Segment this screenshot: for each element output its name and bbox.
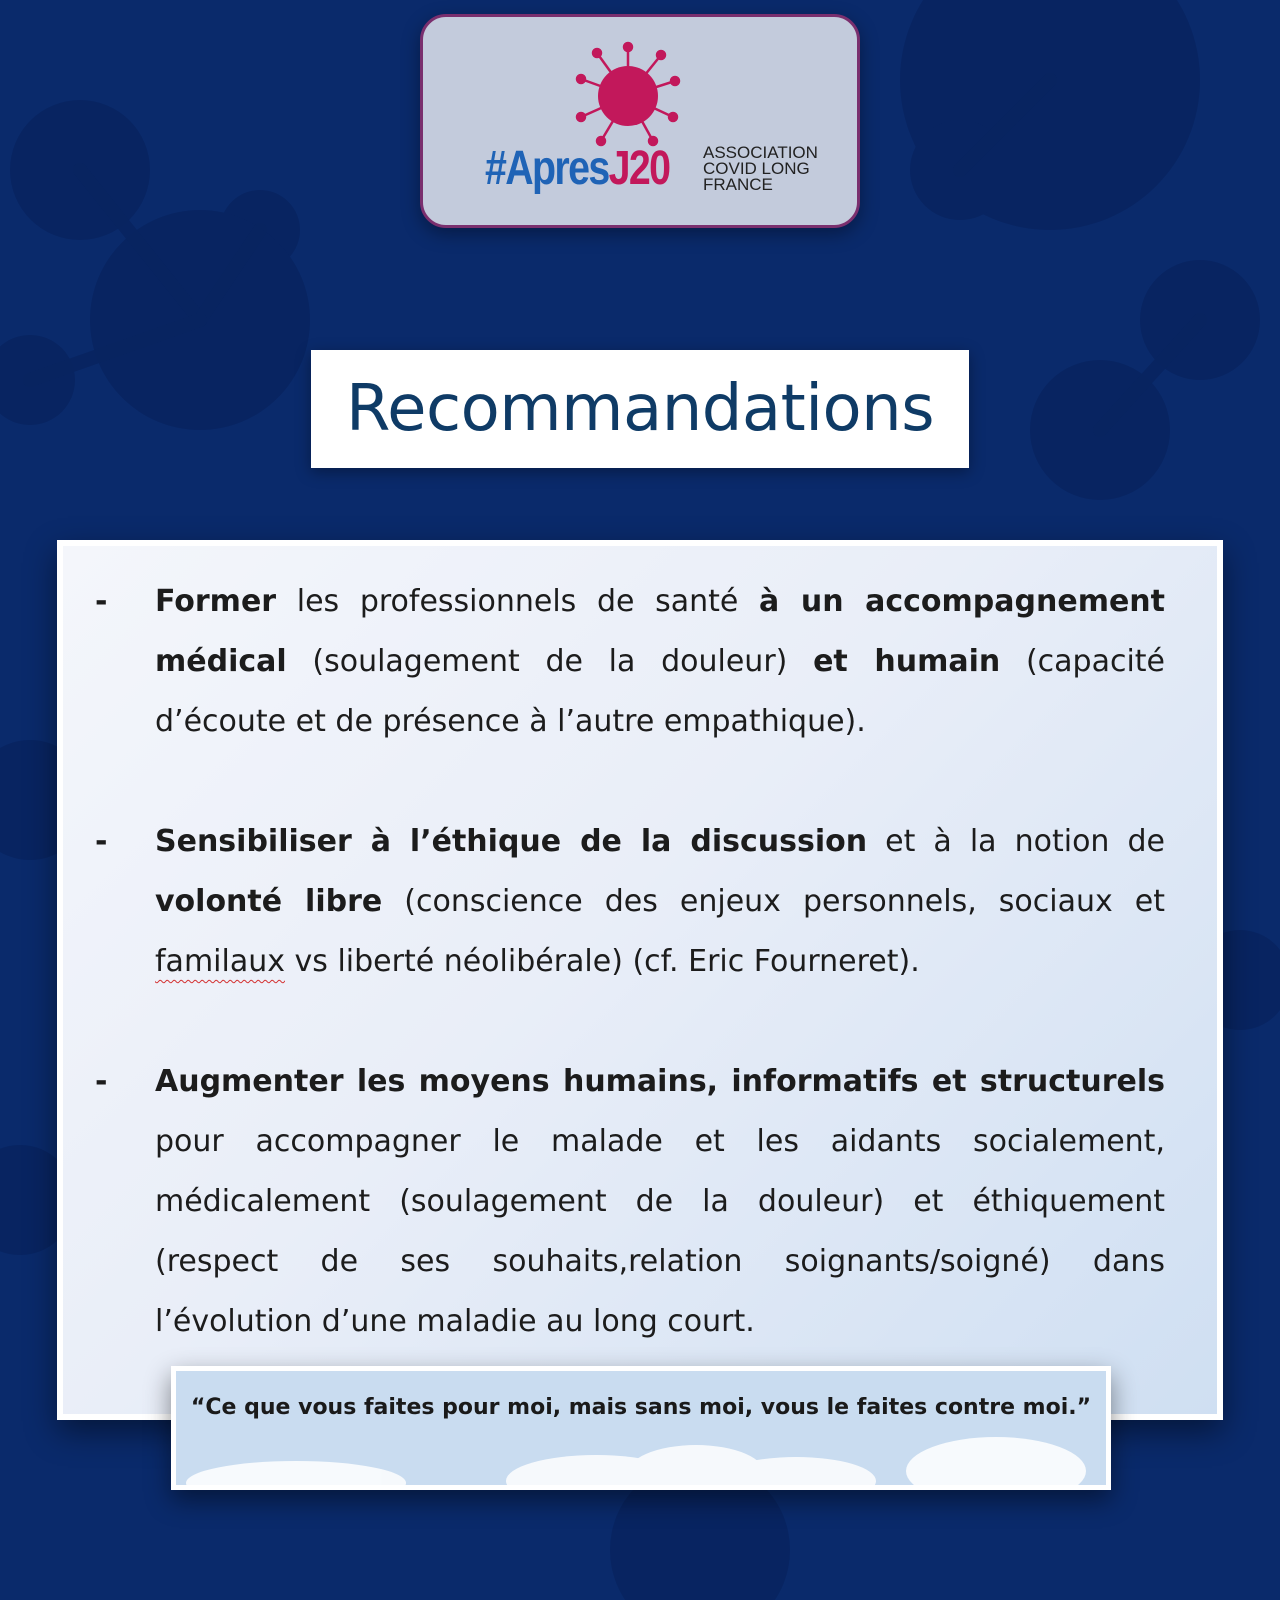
spellcheck-word: familaux bbox=[155, 944, 285, 979]
virus-icon bbox=[573, 41, 683, 151]
association-line: FRANCE bbox=[703, 175, 773, 194]
recommendation-item bbox=[95, 1052, 1165, 1352]
recommendation-item bbox=[95, 812, 1165, 992]
page-title: Recommandations bbox=[345, 372, 935, 446]
logo-hashtag-suffix: J20 bbox=[608, 142, 670, 195]
quote-text: “Ce que vous faites pour moi, mais sans moi, vous le faites contre moi.” bbox=[190, 1395, 1092, 1420]
logo-card bbox=[420, 14, 860, 228]
body-text: les professionnels de santé bbox=[276, 584, 760, 619]
cloud-decoration bbox=[176, 1371, 1106, 1485]
emphasis-text: Former bbox=[155, 584, 277, 619]
association-name bbox=[703, 145, 818, 193]
body-text: (conscience des enjeux personnels, sociaux et bbox=[382, 884, 1166, 919]
title-box bbox=[311, 350, 969, 468]
emphasis-text: à un accompagnement médical bbox=[155, 584, 1165, 679]
association-line: ASSOCIATION bbox=[703, 143, 818, 162]
recommendation-text bbox=[155, 1052, 1165, 1352]
quote-box bbox=[171, 1366, 1111, 1490]
recommendation-text bbox=[155, 812, 1165, 992]
recommendation-item bbox=[95, 572, 1165, 752]
emphasis-text: Augmenter les moyens humains, informatifs et structurels bbox=[155, 1064, 1165, 1099]
body-text: vs liberté néolibérale) (cf. Eric Fourneret). bbox=[285, 944, 920, 979]
recommendation-text bbox=[155, 572, 1165, 752]
body-text: (capacité d’écoute et de présence à l’autre empathique). bbox=[155, 644, 1165, 739]
emphasis-text: Sensibiliser à l’éthique de la discussion bbox=[155, 824, 868, 859]
body-text: pour accompagner le malade et les aidants socialement, médicalement (soulagement de la douleur) et éthiquement (respect de ses souhaits,relation soignants/soigné) dans l’évolution d’une maladie au long court. bbox=[155, 1124, 1165, 1339]
body-text: et à la notion de bbox=[867, 824, 1165, 859]
bullet-dash: - bbox=[95, 584, 108, 619]
association-line: COVID LONG bbox=[703, 159, 810, 178]
recommendations-panel bbox=[57, 540, 1223, 1420]
body-text: (soulagement de la douleur) bbox=[286, 644, 814, 679]
emphasis-text: et humain bbox=[813, 644, 1001, 679]
logo-hashtag bbox=[485, 142, 670, 195]
bullet-dash: - bbox=[95, 824, 108, 859]
logo-hashtag-prefix: #Apres bbox=[485, 142, 609, 195]
bullet-dash: - bbox=[95, 1064, 108, 1099]
emphasis-text: volonté libre bbox=[155, 884, 383, 919]
